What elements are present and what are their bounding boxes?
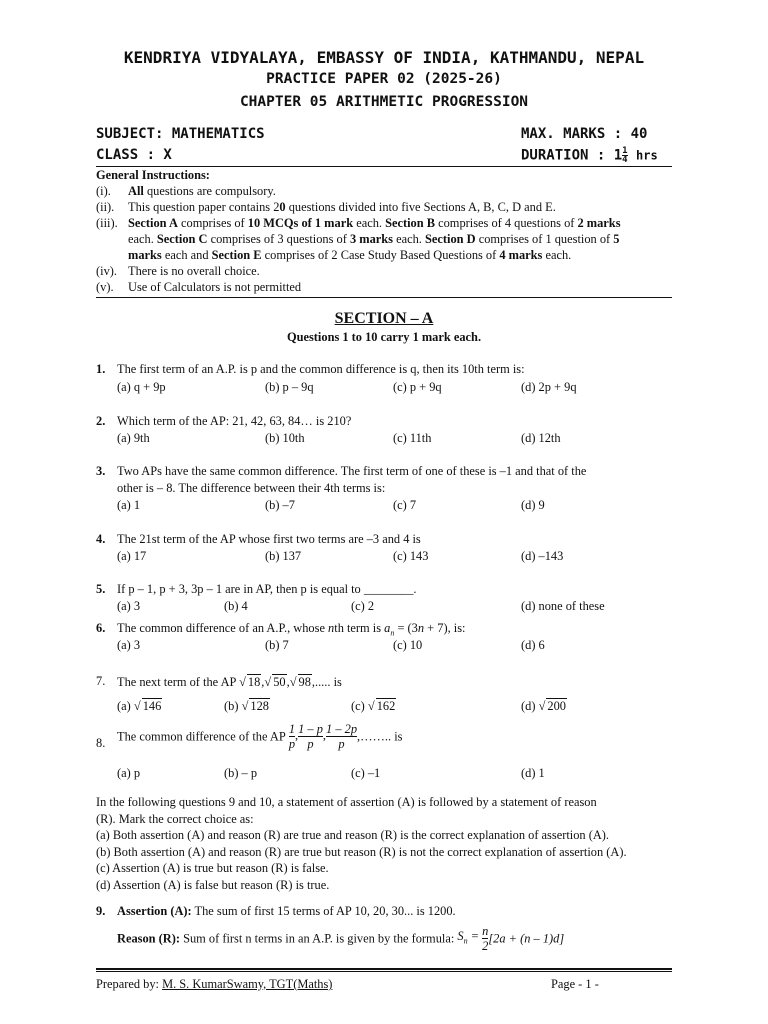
instruction-run: Section C xyxy=(156,232,208,246)
radicand: 146 xyxy=(142,699,162,713)
instruction-run: each. xyxy=(353,216,386,230)
question-text-part: a xyxy=(384,621,391,635)
instruction-number: (iv). xyxy=(96,264,117,278)
instruction-run: questions divided into five Sections A, B, C, D and E. xyxy=(285,200,556,214)
denominator: p xyxy=(288,737,296,751)
duration xyxy=(521,147,658,164)
option: (a) p xyxy=(117,766,141,780)
numerator: n xyxy=(482,924,489,938)
question-number: 8. xyxy=(96,736,106,750)
instruction-run: each. xyxy=(393,232,425,246)
instruction-run: All xyxy=(128,184,144,198)
q8-text-end: ,…….. is xyxy=(357,729,403,744)
instruction-run: marks xyxy=(128,248,162,262)
question-text-line2: other is – 8. The difference between their 4th terms is: xyxy=(117,481,386,495)
option: (a) q + 9p xyxy=(117,380,166,394)
instruction-run: each. xyxy=(542,248,572,262)
paper-title: PRACTICE PAPER 02 (2025-26) xyxy=(266,71,502,87)
numerator: 1 – p xyxy=(298,722,323,736)
option: (c) 7 xyxy=(393,498,417,512)
instruction-text xyxy=(128,232,619,247)
formula-rhs: [2a + (n – 1)d] xyxy=(488,931,565,946)
option-prefix: (c) xyxy=(351,699,365,713)
assertion-text xyxy=(117,904,456,919)
sqrt-icon: √ 128 xyxy=(241,699,269,713)
prepared-by xyxy=(96,977,332,992)
reason-text xyxy=(117,924,564,953)
instruction-text xyxy=(128,184,276,199)
question-text-part: th term is xyxy=(334,621,385,635)
question-text: The common difference of the AP $\frac{1}{p}$ , $\frac{1 - p}{p}$ , $\frac{1 - 2p}{p}$ ,…….. is xyxy=(117,722,403,751)
denominator: p xyxy=(298,736,323,751)
instruction-text xyxy=(128,248,571,263)
option xyxy=(521,698,567,714)
instruction-run: 0 xyxy=(279,200,286,214)
prepared-label: Prepared by: xyxy=(96,977,163,991)
numerator: 1 xyxy=(288,722,296,736)
option: (b) 7 xyxy=(265,638,289,652)
instruction-run: questions are compulsory. xyxy=(143,184,276,198)
instruction-text xyxy=(128,216,621,231)
fraction xyxy=(326,722,357,751)
footer-divider-thin xyxy=(96,971,672,972)
denominator: 2 xyxy=(482,939,489,953)
sqrt-50: √ 50 xyxy=(264,675,286,689)
section-title: SECTION – A xyxy=(334,310,434,327)
assertion-instruction-line: In the following questions 9 and 10, a statement of assertion (A) is followed by a statement of reason xyxy=(96,795,597,809)
instruction-run: Use of Calculators is not permitted xyxy=(128,280,302,294)
instruction-run: 5 xyxy=(613,232,620,246)
sqrt-98: √ 98 xyxy=(289,675,311,689)
assertion-body: The sum of first 15 terms of AP 10, 20, 30... is 1200. xyxy=(191,904,456,918)
option xyxy=(224,698,270,714)
option: (a) 3 xyxy=(117,638,141,652)
denominator: p xyxy=(326,736,357,751)
question-text-part: + 7), is: xyxy=(424,621,466,635)
class-label: CLASS : X xyxy=(96,147,172,163)
instruction-number: (i). xyxy=(96,184,111,198)
duration-frac-num: 1 xyxy=(622,146,628,156)
option: (d) 9 xyxy=(521,498,545,512)
instruction-run: 10 MCQs of 1 mark xyxy=(247,216,354,230)
option: (d) none of these xyxy=(521,599,605,613)
q7-text: The next term of the AP xyxy=(117,675,236,689)
option: (b) 137 xyxy=(265,549,302,563)
question-text xyxy=(117,621,466,637)
instruction-run: comprises of 4 questions of xyxy=(435,216,578,230)
option: (d) 1 xyxy=(521,766,545,780)
q8-text: The common difference of the AP xyxy=(117,729,286,744)
formula-lhs: S xyxy=(457,928,464,943)
instructions-title: General Instructions: xyxy=(96,168,210,182)
chapter-title: CHAPTER 05 ARITHMETIC PROGRESSION xyxy=(239,94,529,110)
instruction-run: 4 marks xyxy=(499,248,543,262)
instruction-run: Section E xyxy=(211,248,262,262)
instruction-run: There is no overall choice. xyxy=(128,264,260,278)
instruction-run: each. xyxy=(128,232,157,246)
question-text-part: n xyxy=(328,621,335,635)
formula-eq: = xyxy=(467,928,483,943)
numerator: 1 – 2p xyxy=(326,722,358,736)
section-subtitle: Questions 1 to 10 carry 1 mark each. xyxy=(286,330,482,344)
duration-unit: hrs xyxy=(636,148,658,163)
option xyxy=(351,698,396,714)
fraction xyxy=(289,722,295,751)
option: (c) p + 9q xyxy=(393,380,442,394)
assertion-label: Assertion (A): xyxy=(117,904,192,918)
subject-label: SUBJECT: MATHEMATICS xyxy=(96,126,265,142)
option: (c) 2 xyxy=(351,599,375,613)
option: (c) 143 xyxy=(393,549,429,563)
page-number: Page - 1 - xyxy=(551,977,599,991)
question-text: Which term of the AP: 21, 42, 63, 84… is 210? xyxy=(117,414,352,428)
instruction-run: comprises of 3 questions of xyxy=(207,232,350,246)
option: (a) 3 xyxy=(117,599,141,613)
max-marks: MAX. MARKS : 40 xyxy=(521,126,648,142)
duration-frac-den: 4 xyxy=(622,155,628,165)
instruction-number: (ii). xyxy=(96,200,115,214)
instruction-run: comprises of 2 Case Study Based Questions of xyxy=(261,248,500,262)
question-number: 3. xyxy=(96,464,106,478)
instruction-run: Section B xyxy=(385,216,436,230)
formula-lhs-sub: n xyxy=(463,936,468,946)
question-text: The 21st term of the AP whose first two terms are –3 and 4 is xyxy=(117,532,421,546)
radicand: 50 xyxy=(273,675,286,689)
radicand: 128 xyxy=(250,699,269,713)
reason-body: Sum of first n terms in an A.P. is given by the formula: xyxy=(179,931,458,946)
question-number: 1. xyxy=(96,362,106,376)
instruction-run: Section A xyxy=(128,216,178,230)
option: (c) 10 xyxy=(393,638,423,652)
option: (d) 6 xyxy=(521,638,545,652)
instruction-text xyxy=(128,280,301,295)
assertion-instruction-line: (R). Mark the correct choice as: xyxy=(96,812,254,826)
question-number: 6. xyxy=(96,621,106,635)
instruction-run: This question paper contains 2 xyxy=(128,200,280,214)
instruction-run: 2 marks xyxy=(577,216,621,230)
question-text-part: = (3 xyxy=(394,621,418,635)
option: (d) 12th xyxy=(521,431,561,445)
question-text: If p – 1, p + 3, 3p – 1 are in AP, then p is equal to ________. xyxy=(117,582,417,596)
question-text-part: n xyxy=(390,628,395,638)
instruction-run: comprises of xyxy=(177,216,248,230)
question-number: 4. xyxy=(96,532,106,546)
option: (b) – p xyxy=(224,766,258,780)
instruction-run: comprises of 1 question of xyxy=(475,232,614,246)
option: (a) 9th xyxy=(117,431,150,445)
radicand: 162 xyxy=(376,699,396,713)
question-text: Two APs have the same common difference. The first term of one of these is –1 and that of the xyxy=(117,464,587,478)
fraction xyxy=(298,722,323,751)
sqrt-18: √ 18 xyxy=(239,675,261,689)
option: (d) –143 xyxy=(521,549,564,563)
assertion-instruction-line: (b) Both assertion (A) and reason (R) are true but reason (R) is not the correct explanation of assertion (A). xyxy=(96,845,627,859)
question-number: 7. xyxy=(96,674,106,688)
radicand: 18 xyxy=(247,675,261,689)
footer-divider xyxy=(96,968,672,970)
option: (b) 4 xyxy=(224,599,248,613)
sqrt-icon: √ 162 xyxy=(367,699,396,713)
instruction-run: each and xyxy=(161,248,212,262)
assertion-instruction-line: (d) Assertion (A) is false but reason (R) is true. xyxy=(96,878,330,892)
instruction-run: 3 marks xyxy=(349,232,393,246)
instruction-number: (iii). xyxy=(96,216,118,230)
instruction-run: Section D xyxy=(425,232,476,246)
option: (a) 17 xyxy=(117,549,147,563)
question-number: 2. xyxy=(96,414,106,428)
duration-fraction xyxy=(622,147,627,164)
option: (b) 10th xyxy=(265,431,305,445)
option: (c) 11th xyxy=(393,431,432,445)
school-name: KENDRIYA VIDYALAYA, EMBASSY OF INDIA, KATHMANDU, NEPAL xyxy=(123,48,645,67)
q7-text-end: ,..... is xyxy=(311,675,342,689)
assertion-instruction-line: (a) Both assertion (A) and reason (R) are true and reason (R) is the correct explanation of assertion (A). xyxy=(96,828,609,842)
option: (c) –1 xyxy=(351,766,381,780)
sqrt-icon: √ 200 xyxy=(538,699,566,713)
radicand: 98 xyxy=(298,675,311,689)
question-number: 9. xyxy=(96,904,106,918)
question-number: 5. xyxy=(96,582,106,596)
instructions-divider xyxy=(96,297,672,298)
radicand: 200 xyxy=(547,699,566,713)
sum-formula xyxy=(457,928,483,946)
instruction-number: (v). xyxy=(96,280,114,294)
option: (d) 2p + 9q xyxy=(521,380,577,394)
option: (a) 1 xyxy=(117,498,141,512)
option-prefix: (d) xyxy=(521,699,536,713)
meta-divider xyxy=(96,166,672,167)
option-prefix: (b) xyxy=(224,699,239,713)
instruction-text xyxy=(128,200,556,215)
option-prefix: (a) xyxy=(117,699,131,713)
sqrt-icon: √ 146 xyxy=(133,699,162,713)
option xyxy=(117,698,162,714)
question-text-part: The common difference of an A.P., whose xyxy=(117,621,329,635)
option: (b) –7 xyxy=(265,498,295,512)
instruction-text xyxy=(128,264,260,279)
reason-label: Reason (R): xyxy=(117,931,180,946)
question-text: The first term of an A.P. is p and the common difference is q, then its 10th term is: xyxy=(117,362,525,376)
question-text: The next term of the AP √ 18,√ 50,√ 98,..... is xyxy=(117,675,342,689)
question-text-part: n xyxy=(417,621,425,635)
duration-label: DURATION : 1 xyxy=(521,147,623,164)
prepared-name: M. S. KumarSwamy, TGT(Maths) xyxy=(162,977,333,991)
assertion-instruction-line: (c) Assertion (A) is true but reason (R) is false. xyxy=(96,861,329,875)
option: (b) p – 9q xyxy=(265,380,314,394)
